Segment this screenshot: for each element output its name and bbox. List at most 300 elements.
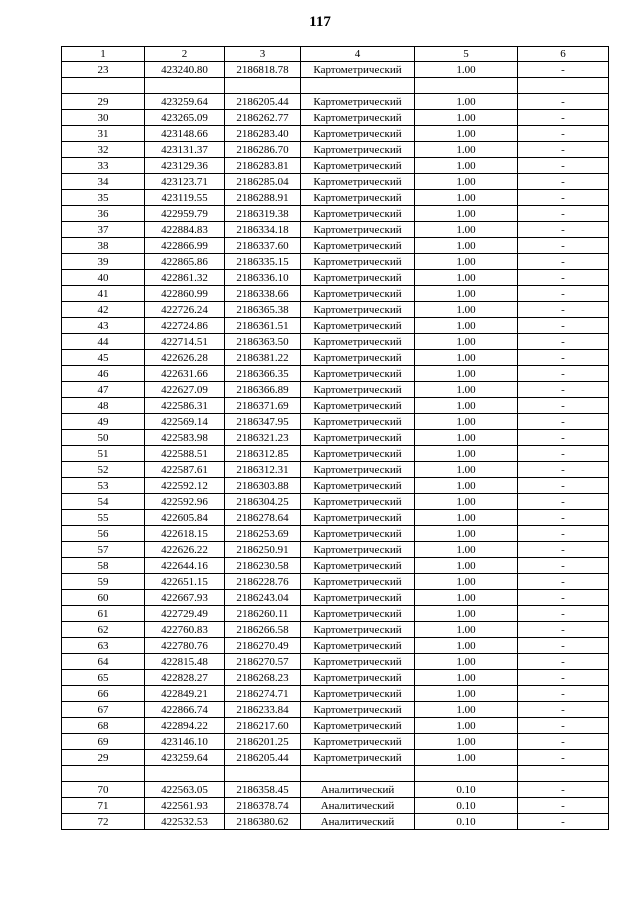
- accuracy-cell: 1.00: [415, 206, 518, 222]
- method-cell: Картометрический: [301, 526, 415, 542]
- table-row: [62, 462, 609, 478]
- y-coordinate-cell: 2186268.23: [225, 670, 301, 686]
- accuracy-cell: 1.00: [415, 430, 518, 446]
- y-coordinate-cell: 2186274.71: [225, 686, 301, 702]
- table-row: [62, 94, 609, 110]
- table-row: [62, 734, 609, 750]
- point-number-cell: 41: [62, 286, 145, 302]
- y-coordinate-cell: 2186201.25: [225, 734, 301, 750]
- table-row: [62, 798, 609, 814]
- note-cell: -: [518, 174, 609, 190]
- accuracy-cell: 1.00: [415, 110, 518, 126]
- x-coordinate-cell: 422828.27: [145, 670, 225, 686]
- method-cell: Картометрический: [301, 334, 415, 350]
- y-coordinate-cell: 2186205.44: [225, 94, 301, 110]
- table-row: [62, 766, 609, 782]
- x-coordinate-cell: 422587.61: [145, 462, 225, 478]
- point-number-cell: 64: [62, 654, 145, 670]
- x-coordinate-cell: 422667.93: [145, 590, 225, 606]
- note-cell: -: [518, 526, 609, 542]
- point-number-cell: [62, 766, 145, 782]
- note-cell: -: [518, 334, 609, 350]
- table-row: [62, 494, 609, 510]
- note-cell: -: [518, 382, 609, 398]
- point-number-cell: 51: [62, 446, 145, 462]
- method-cell: Картометрический: [301, 318, 415, 334]
- accuracy-cell: 1.00: [415, 174, 518, 190]
- y-coordinate-cell: 2186230.58: [225, 558, 301, 574]
- note-cell: -: [518, 110, 609, 126]
- table-row: [62, 446, 609, 462]
- note-cell: -: [518, 638, 609, 654]
- table-row: [62, 142, 609, 158]
- x-coordinate-cell: 423265.09: [145, 110, 225, 126]
- x-coordinate-cell: 422760.83: [145, 622, 225, 638]
- x-coordinate-cell: 422592.12: [145, 478, 225, 494]
- method-cell: Картометрический: [301, 638, 415, 654]
- method-cell: Картометрический: [301, 238, 415, 254]
- note-cell: -: [518, 606, 609, 622]
- x-coordinate-cell: 422626.28: [145, 350, 225, 366]
- accuracy-cell: 0.10: [415, 782, 518, 798]
- note-cell: [518, 78, 609, 94]
- note-cell: -: [518, 126, 609, 142]
- column-header: 1: [62, 47, 145, 62]
- table-row: [62, 750, 609, 766]
- y-coordinate-cell: 2186334.18: [225, 222, 301, 238]
- point-number-cell: 46: [62, 366, 145, 382]
- table-row: [62, 542, 609, 558]
- note-cell: -: [518, 286, 609, 302]
- page-number: 117: [309, 14, 331, 30]
- note-cell: -: [518, 158, 609, 174]
- accuracy-cell: 1.00: [415, 334, 518, 350]
- method-cell: Картометрический: [301, 382, 415, 398]
- note-cell: [518, 766, 609, 782]
- x-coordinate-cell: 423131.37: [145, 142, 225, 158]
- point-number-cell: 36: [62, 206, 145, 222]
- method-cell: Картометрический: [301, 622, 415, 638]
- table-row: [62, 526, 609, 542]
- accuracy-cell: 1.00: [415, 142, 518, 158]
- point-number-cell: 63: [62, 638, 145, 654]
- column-header: 6: [518, 47, 609, 62]
- x-coordinate-cell: 422627.09: [145, 382, 225, 398]
- y-coordinate-cell: [225, 766, 301, 782]
- x-coordinate-cell: 422866.74: [145, 702, 225, 718]
- method-cell: Картометрический: [301, 750, 415, 766]
- accuracy-cell: 1.00: [415, 302, 518, 318]
- x-coordinate-cell: [145, 766, 225, 782]
- point-number-cell: 47: [62, 382, 145, 398]
- point-number-cell: 60: [62, 590, 145, 606]
- x-coordinate-cell: 423259.64: [145, 94, 225, 110]
- table-row: [62, 222, 609, 238]
- x-coordinate-cell: 422724.86: [145, 318, 225, 334]
- x-coordinate-cell: 422563.05: [145, 782, 225, 798]
- accuracy-cell: 1.00: [415, 494, 518, 510]
- point-number-cell: 31: [62, 126, 145, 142]
- table-row: [62, 558, 609, 574]
- x-coordinate-cell: 422626.22: [145, 542, 225, 558]
- note-cell: -: [518, 238, 609, 254]
- y-coordinate-cell: 2186205.44: [225, 750, 301, 766]
- x-coordinate-cell: 422729.49: [145, 606, 225, 622]
- y-coordinate-cell: 2186253.69: [225, 526, 301, 542]
- x-coordinate-cell: 422569.14: [145, 414, 225, 430]
- table-row: [62, 398, 609, 414]
- y-coordinate-cell: 2186304.25: [225, 494, 301, 510]
- method-cell: Картометрический: [301, 254, 415, 270]
- table-row: [62, 382, 609, 398]
- method-cell: Картометрический: [301, 446, 415, 462]
- table-row: [62, 158, 609, 174]
- accuracy-cell: 1.00: [415, 542, 518, 558]
- point-number-cell: 65: [62, 670, 145, 686]
- point-number-cell: 69: [62, 734, 145, 750]
- x-coordinate-cell: 422726.24: [145, 302, 225, 318]
- point-number-cell: 29: [62, 750, 145, 766]
- point-number-cell: 55: [62, 510, 145, 526]
- x-coordinate-cell: 422861.32: [145, 270, 225, 286]
- y-coordinate-cell: 2186365.38: [225, 302, 301, 318]
- note-cell: -: [518, 254, 609, 270]
- note-cell: -: [518, 446, 609, 462]
- method-cell: Картометрический: [301, 222, 415, 238]
- y-coordinate-cell: 2186336.10: [225, 270, 301, 286]
- point-number-cell: [62, 78, 145, 94]
- table-row: [62, 318, 609, 334]
- note-cell: -: [518, 398, 609, 414]
- point-number-cell: 72: [62, 814, 145, 830]
- y-coordinate-cell: 2186228.76: [225, 574, 301, 590]
- y-coordinate-cell: 2186283.40: [225, 126, 301, 142]
- method-cell: Картометрический: [301, 62, 415, 78]
- y-coordinate-cell: 2186243.04: [225, 590, 301, 606]
- table-row: [62, 638, 609, 654]
- x-coordinate-cell: 422651.15: [145, 574, 225, 590]
- y-coordinate-cell: 2186380.62: [225, 814, 301, 830]
- note-cell: -: [518, 814, 609, 830]
- accuracy-cell: 0.10: [415, 798, 518, 814]
- accuracy-cell: 1.00: [415, 366, 518, 382]
- note-cell: -: [518, 302, 609, 318]
- y-coordinate-cell: 2186260.11: [225, 606, 301, 622]
- method-cell: Картометрический: [301, 478, 415, 494]
- y-coordinate-cell: [225, 78, 301, 94]
- y-coordinate-cell: 2186303.88: [225, 478, 301, 494]
- accuracy-cell: 1.00: [415, 654, 518, 670]
- method-cell: Картометрический: [301, 414, 415, 430]
- table-row: [62, 190, 609, 206]
- y-coordinate-cell: 2186818.78: [225, 62, 301, 78]
- point-number-cell: 35: [62, 190, 145, 206]
- accuracy-cell: 1.00: [415, 462, 518, 478]
- y-coordinate-cell: 2186366.89: [225, 382, 301, 398]
- point-number-cell: 45: [62, 350, 145, 366]
- method-cell: Аналитический: [301, 798, 415, 814]
- point-number-cell: 56: [62, 526, 145, 542]
- table-row: [62, 206, 609, 222]
- y-coordinate-cell: 2186270.49: [225, 638, 301, 654]
- y-coordinate-cell: 2186358.45: [225, 782, 301, 798]
- x-coordinate-cell: 422866.99: [145, 238, 225, 254]
- y-coordinate-cell: 2186337.60: [225, 238, 301, 254]
- method-cell: Картометрический: [301, 542, 415, 558]
- accuracy-cell: 1.00: [415, 350, 518, 366]
- note-cell: -: [518, 750, 609, 766]
- note-cell: -: [518, 462, 609, 478]
- y-coordinate-cell: 2186319.38: [225, 206, 301, 222]
- table-row: [62, 574, 609, 590]
- note-cell: -: [518, 94, 609, 110]
- table-row: [62, 814, 609, 830]
- point-number-cell: 23: [62, 62, 145, 78]
- method-cell: Картометрический: [301, 686, 415, 702]
- y-coordinate-cell: 2186288.91: [225, 190, 301, 206]
- point-number-cell: 40: [62, 270, 145, 286]
- point-number-cell: 39: [62, 254, 145, 270]
- y-coordinate-cell: 2186321.23: [225, 430, 301, 446]
- x-coordinate-cell: 422586.31: [145, 398, 225, 414]
- table-body: [62, 62, 609, 830]
- y-coordinate-cell: 2186363.50: [225, 334, 301, 350]
- point-number-cell: 59: [62, 574, 145, 590]
- accuracy-cell: 1.00: [415, 62, 518, 78]
- accuracy-cell: 1.00: [415, 94, 518, 110]
- table-row: [62, 654, 609, 670]
- method-cell: Картометрический: [301, 126, 415, 142]
- accuracy-cell: 1.00: [415, 750, 518, 766]
- method-cell: Картометрический: [301, 190, 415, 206]
- accuracy-cell: 1.00: [415, 638, 518, 654]
- table-row: [62, 286, 609, 302]
- x-coordinate-cell: 422592.96: [145, 494, 225, 510]
- accuracy-cell: 1.00: [415, 398, 518, 414]
- table-row: [62, 622, 609, 638]
- method-cell: Картометрический: [301, 654, 415, 670]
- accuracy-cell: 1.00: [415, 734, 518, 750]
- method-cell: Аналитический: [301, 782, 415, 798]
- x-coordinate-cell: 423123.71: [145, 174, 225, 190]
- accuracy-cell: 1.00: [415, 574, 518, 590]
- note-cell: -: [518, 62, 609, 78]
- y-coordinate-cell: 2186366.35: [225, 366, 301, 382]
- point-number-cell: 52: [62, 462, 145, 478]
- x-coordinate-cell: 422959.79: [145, 206, 225, 222]
- method-cell: Картометрический: [301, 286, 415, 302]
- y-coordinate-cell: 2186361.51: [225, 318, 301, 334]
- point-number-cell: 42: [62, 302, 145, 318]
- column-header: 2: [145, 47, 225, 62]
- point-number-cell: 68: [62, 718, 145, 734]
- note-cell: -: [518, 574, 609, 590]
- column-header: 4: [301, 47, 415, 62]
- note-cell: -: [518, 622, 609, 638]
- method-cell: Картометрический: [301, 606, 415, 622]
- accuracy-cell: 1.00: [415, 526, 518, 542]
- note-cell: -: [518, 430, 609, 446]
- note-cell: -: [518, 318, 609, 334]
- point-number-cell: 71: [62, 798, 145, 814]
- point-number-cell: 70: [62, 782, 145, 798]
- accuracy-cell: 1.00: [415, 414, 518, 430]
- accuracy-cell: 1.00: [415, 606, 518, 622]
- header-row: [62, 47, 609, 62]
- accuracy-cell: [415, 78, 518, 94]
- accuracy-cell: 1.00: [415, 222, 518, 238]
- note-cell: -: [518, 222, 609, 238]
- x-coordinate-cell: 422618.15: [145, 526, 225, 542]
- note-cell: -: [518, 190, 609, 206]
- note-cell: -: [518, 782, 609, 798]
- method-cell: Картометрический: [301, 174, 415, 190]
- x-coordinate-cell: 422605.84: [145, 510, 225, 526]
- note-cell: -: [518, 350, 609, 366]
- method-cell: Аналитический: [301, 814, 415, 830]
- y-coordinate-cell: 2186378.74: [225, 798, 301, 814]
- method-cell: Картометрический: [301, 590, 415, 606]
- table-row: [62, 718, 609, 734]
- x-coordinate-cell: 422588.51: [145, 446, 225, 462]
- note-cell: -: [518, 414, 609, 430]
- accuracy-cell: 1.00: [415, 622, 518, 638]
- y-coordinate-cell: 2186278.64: [225, 510, 301, 526]
- y-coordinate-cell: 2186347.95: [225, 414, 301, 430]
- point-number-cell: 34: [62, 174, 145, 190]
- accuracy-cell: 1.00: [415, 702, 518, 718]
- note-cell: -: [518, 734, 609, 750]
- table-row: [62, 110, 609, 126]
- table-row: [62, 686, 609, 702]
- y-coordinate-cell: 2186250.91: [225, 542, 301, 558]
- table-row: [62, 414, 609, 430]
- method-cell: Картометрический: [301, 734, 415, 750]
- table-row: [62, 782, 609, 798]
- note-cell: -: [518, 366, 609, 382]
- accuracy-cell: 1.00: [415, 382, 518, 398]
- point-number-cell: 67: [62, 702, 145, 718]
- point-number-cell: 58: [62, 558, 145, 574]
- table-row: [62, 62, 609, 78]
- column-header: 3: [225, 47, 301, 62]
- note-cell: -: [518, 686, 609, 702]
- coordinates-table: [61, 46, 609, 830]
- accuracy-cell: 1.00: [415, 478, 518, 494]
- point-number-cell: 38: [62, 238, 145, 254]
- accuracy-cell: 1.00: [415, 670, 518, 686]
- table-row: [62, 510, 609, 526]
- point-number-cell: 50: [62, 430, 145, 446]
- table-row: [62, 606, 609, 622]
- method-cell: Картометрический: [301, 158, 415, 174]
- x-coordinate-cell: 422860.99: [145, 286, 225, 302]
- table-row: [62, 302, 609, 318]
- note-cell: -: [518, 542, 609, 558]
- y-coordinate-cell: 2186335.15: [225, 254, 301, 270]
- note-cell: -: [518, 654, 609, 670]
- accuracy-cell: 1.00: [415, 190, 518, 206]
- method-cell: Картометрический: [301, 206, 415, 222]
- method-cell: Картометрический: [301, 94, 415, 110]
- accuracy-cell: 1.00: [415, 126, 518, 142]
- x-coordinate-cell: 422849.21: [145, 686, 225, 702]
- y-coordinate-cell: 2186312.31: [225, 462, 301, 478]
- y-coordinate-cell: 2186285.04: [225, 174, 301, 190]
- x-coordinate-cell: 422780.76: [145, 638, 225, 654]
- point-number-cell: 48: [62, 398, 145, 414]
- accuracy-cell: 1.00: [415, 238, 518, 254]
- point-number-cell: 62: [62, 622, 145, 638]
- x-coordinate-cell: 423148.66: [145, 126, 225, 142]
- method-cell: Картометрический: [301, 718, 415, 734]
- x-coordinate-cell: 422532.53: [145, 814, 225, 830]
- x-coordinate-cell: 423146.10: [145, 734, 225, 750]
- accuracy-cell: 1.00: [415, 590, 518, 606]
- point-number-cell: 43: [62, 318, 145, 334]
- method-cell: Картометрический: [301, 110, 415, 126]
- accuracy-cell: 1.00: [415, 254, 518, 270]
- accuracy-cell: 1.00: [415, 286, 518, 302]
- note-cell: -: [518, 558, 609, 574]
- note-cell: -: [518, 206, 609, 222]
- y-coordinate-cell: 2186217.60: [225, 718, 301, 734]
- method-cell: Картометрический: [301, 510, 415, 526]
- table-row: [62, 478, 609, 494]
- method-cell: Картометрический: [301, 670, 415, 686]
- x-coordinate-cell: 423119.55: [145, 190, 225, 206]
- method-cell: Картометрический: [301, 462, 415, 478]
- point-number-cell: 44: [62, 334, 145, 350]
- y-coordinate-cell: 2186381.22: [225, 350, 301, 366]
- x-coordinate-cell: 422894.22: [145, 718, 225, 734]
- y-coordinate-cell: 2186338.66: [225, 286, 301, 302]
- note-cell: -: [518, 798, 609, 814]
- table-row: [62, 702, 609, 718]
- accuracy-cell: 1.00: [415, 270, 518, 286]
- table-row: [62, 430, 609, 446]
- table-row: [62, 126, 609, 142]
- y-coordinate-cell: 2186286.70: [225, 142, 301, 158]
- x-coordinate-cell: 422815.48: [145, 654, 225, 670]
- method-cell: Картометрический: [301, 302, 415, 318]
- accuracy-cell: 1.00: [415, 158, 518, 174]
- note-cell: -: [518, 510, 609, 526]
- x-coordinate-cell: 423259.64: [145, 750, 225, 766]
- note-cell: -: [518, 142, 609, 158]
- table-row: [62, 366, 609, 382]
- x-coordinate-cell: 422583.98: [145, 430, 225, 446]
- y-coordinate-cell: 2186233.84: [225, 702, 301, 718]
- column-header: 5: [415, 47, 518, 62]
- method-cell: Картометрический: [301, 270, 415, 286]
- method-cell: Картометрический: [301, 142, 415, 158]
- method-cell: Картометрический: [301, 494, 415, 510]
- table-row: [62, 334, 609, 350]
- method-cell: Картометрический: [301, 430, 415, 446]
- point-number-cell: 61: [62, 606, 145, 622]
- method-cell: Картометрический: [301, 702, 415, 718]
- point-number-cell: 33: [62, 158, 145, 174]
- point-number-cell: 66: [62, 686, 145, 702]
- point-number-cell: 32: [62, 142, 145, 158]
- point-number-cell: 37: [62, 222, 145, 238]
- x-coordinate-cell: 422714.51: [145, 334, 225, 350]
- y-coordinate-cell: 2186262.77: [225, 110, 301, 126]
- accuracy-cell: 1.00: [415, 446, 518, 462]
- method-cell: Картометрический: [301, 366, 415, 382]
- y-coordinate-cell: 2186371.69: [225, 398, 301, 414]
